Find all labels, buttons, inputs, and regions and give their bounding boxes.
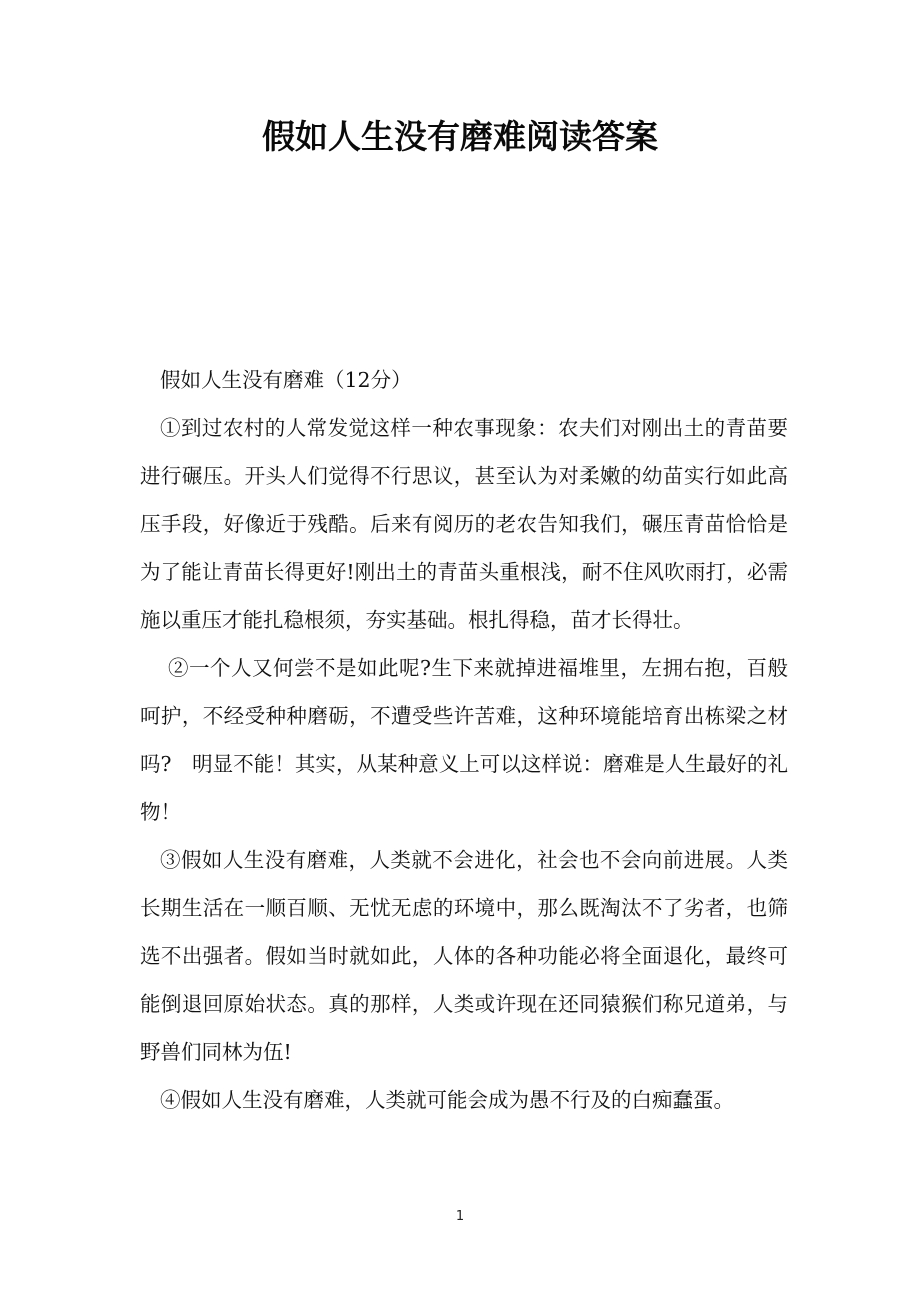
paragraph-3: ③假如人生没有磨难，人类就不会进化，社会也不会向前进展。人类长期生活在一顺百顺、无忧无虑的环境中，那么既淘汰不了劣者，也筛选不出强者。假如当时就如此，人体的各种功能必将全面退化，最终可能倒退回原始状态。真的那样，人类或许现在还同猿猴们称兄道弟，与野兽们同林为伍!	[140, 848, 788, 1064]
document-title: 假如人生没有磨难阅读答案	[262, 117, 658, 156]
document-body	[140, 356, 788, 1124]
paragraph-1: ①到过农村的人常发觉这样一种农事现象：农夫们对刚出土的青苗要进行碾压。开头人们觉得不行思议，甚至认为对柔嫩的幼苗实行如此高压手段，好像近于残酷。后来有阅历的老农告知我们，碾压青苗恰恰是为了能让青苗长得更好!刚出土的青苗头重根浅，耐不住风吹雨打，必需施以重压才能扎稳根须，夯实基础。根扎得稳，苗才长得壮。	[140, 416, 788, 632]
paragraph-4: ④假如人生没有磨难，人类就可能会成为愚不行及的白痴蠢蛋。	[160, 1088, 734, 1112]
page-number: 1	[455, 1209, 465, 1224]
section-subtitle: 假如人生没有磨难（12分）	[160, 368, 412, 392]
paragraph-2: ②一个人又何尝不是如此呢?生下来就掉进福堆里，左拥右抱，百般呵护，不经受种种磨砺，不遭受些许苦难，这种环境能培育出栋梁之材吗? 明显不能！其实，从某种意义上可以这样说：磨难是人生最好的礼物！	[140, 656, 788, 824]
